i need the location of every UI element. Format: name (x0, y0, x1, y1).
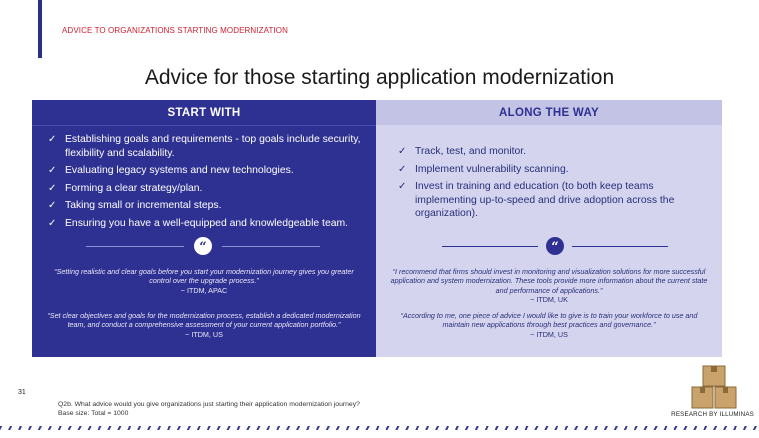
start-with-heading: START WITH (32, 100, 376, 126)
check-icon: ✓ (48, 134, 57, 145)
boxes-logo-icon (691, 365, 737, 409)
check-icon: ✓ (398, 181, 407, 192)
check-icon: ✓ (398, 146, 407, 157)
page-number: 31 (18, 389, 26, 396)
section-label: ADVICE TO ORGANIZATIONS STARTING MODERNIZATION (62, 26, 288, 35)
list-item: ✓ Taking small or incremental steps. (48, 200, 222, 211)
check-icon: ✓ (48, 217, 57, 229)
divider-left (86, 246, 184, 247)
divider-left (442, 246, 538, 247)
list-item: ✓ Invest in training and education (to both keep teams implementing up-to-speed and drive adoption across the organization). (398, 181, 675, 219)
page-title: Advice for those starting application modernization (144, 66, 615, 89)
list-item: ✓ Ensuring you have a well-equipped and knowledgeable team. (48, 217, 349, 229)
list-item: ✓ Establishing goals and requirements - top goals include security, flexibility and scalability. (48, 134, 361, 159)
check-icon: ✓ (398, 163, 407, 175)
quote-1: “Setting realistic and clear goals before you start your modernization journey gives you greater control over the upgrade process.” ~ ITDM, APAC (54, 267, 354, 295)
base-size: Base size: Total = 1000 (58, 409, 129, 417)
quote-icon: “ (546, 237, 564, 255)
divider-right (222, 246, 320, 247)
survey-question: Q2b. What advice would you give organizations just starting their application modernization journey? (58, 401, 360, 408)
quote-3: “I recommend that firms should invest in monitoring and visualization solutions for more successful application and system modernization. These tools provide more information about the current state and performance of applications.” ~ ITDM, UK (390, 267, 708, 304)
list-item: ✓ Forming a clear strategy/plan. (48, 182, 203, 194)
along-the-way-heading: ALONG THE WAY (376, 100, 722, 125)
decorative-dash-rule (0, 426, 759, 430)
along-the-way-panel (376, 100, 722, 357)
list-item: ✓ Track, test, and monitor. (398, 146, 527, 157)
check-icon: ✓ (48, 200, 57, 211)
divider-right (572, 246, 668, 247)
check-icon: ✓ (48, 165, 57, 176)
footnote (58, 401, 360, 418)
quote-icon: “ (194, 237, 212, 255)
along-the-way-list (398, 145, 708, 225)
start-with-list (48, 133, 368, 234)
check-icon: ✓ (48, 182, 57, 194)
list-item: ✓ Implement vulnerability scanning. (398, 163, 569, 175)
start-with-panel (32, 100, 376, 357)
accent-bar (38, 0, 42, 58)
list-item: ✓ Evaluating legacy systems and new technologies. (48, 165, 294, 176)
brand-text: RESEARCH BY ILLUMINAS (671, 411, 754, 418)
quote-2: “Set clear objectives and goals for the modernization process, establish a dedicated modernization team, and conduct a comprehensive assessment of your current application portfolio.” ~ ITDM, US (47, 311, 361, 339)
quote-4: “According to me, one piece of advice I would like to give is to train your workforce to use and maintain new applications through best practices and governance.” ~ ITDM, US (400, 311, 698, 339)
